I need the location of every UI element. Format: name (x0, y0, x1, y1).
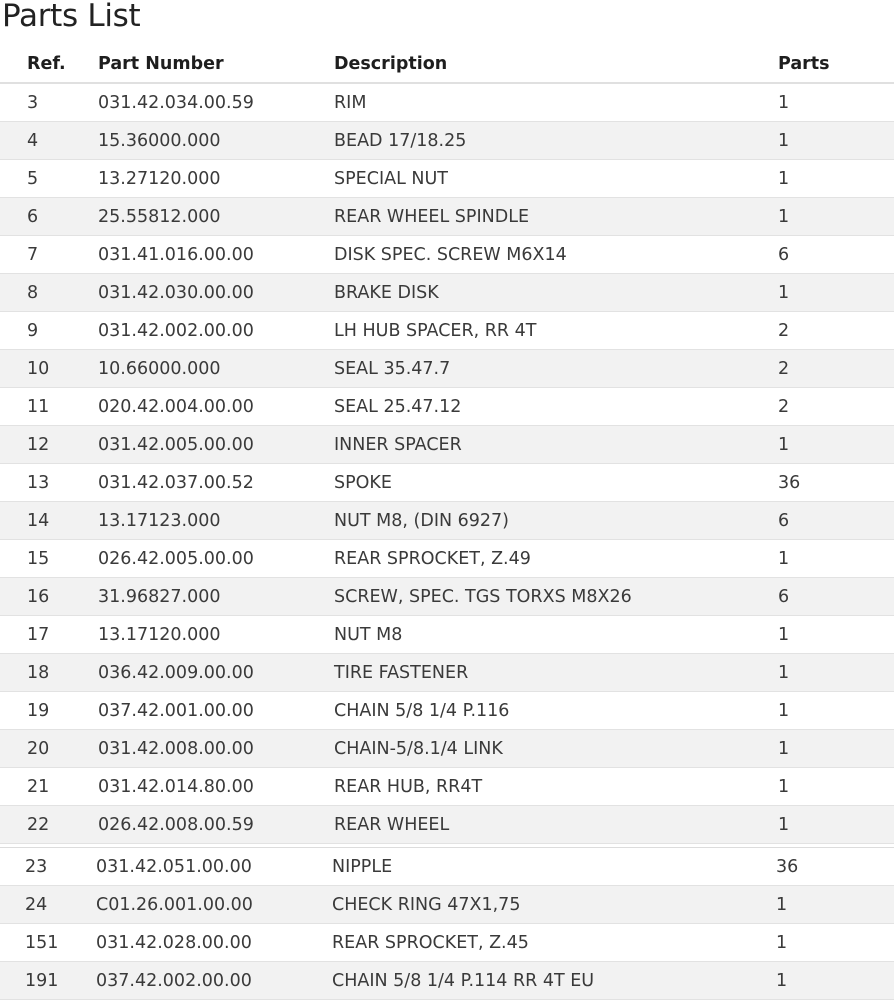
ref-cell: 14 (27, 510, 50, 531)
part-number-cell: 10.66000.000 (98, 358, 221, 379)
ref-cell: 23 (25, 856, 48, 877)
table-row (0, 848, 894, 886)
table-row (0, 236, 894, 274)
parts-cell: 1 (776, 932, 788, 953)
description-cell: DISK SPEC. SCREW M6X14 (334, 244, 567, 265)
ref-cell: 24 (25, 894, 48, 915)
table-header (0, 45, 894, 84)
parts-cell: 1 (778, 434, 790, 455)
part-number-cell: 031.42.037.00.52 (98, 472, 254, 493)
parts-cell: 1 (776, 894, 788, 915)
ref-cell: 4 (27, 130, 39, 151)
part-number-cell: 031.42.028.00.00 (96, 932, 252, 953)
parts-cell: 1 (778, 624, 790, 645)
table-row (0, 122, 894, 160)
part-number-cell: 036.42.009.00.00 (98, 662, 254, 683)
table-row (0, 312, 894, 350)
part-number-cell: 037.42.002.00.00 (96, 970, 252, 991)
description-cell: BEAD 17/18.25 (334, 130, 467, 151)
ref-cell: 19 (27, 700, 50, 721)
description-cell: NUT M8 (334, 624, 403, 645)
table-row (0, 616, 894, 654)
parts-cell: 1 (778, 776, 790, 797)
description-cell: CHECK RING 47X1,75 (332, 894, 521, 915)
parts-cell: 1 (778, 92, 790, 113)
table-row (0, 426, 894, 464)
description-cell: REAR SPROCKET, Z.49 (334, 548, 531, 569)
description-cell: NIPPLE (332, 856, 393, 877)
ref-cell: 21 (27, 776, 50, 797)
ref-cell: 7 (27, 244, 39, 265)
parts-cell: 2 (778, 358, 790, 379)
part-number-cell: C01.26.001.00.00 (96, 894, 253, 915)
parts-cell: 1 (778, 548, 790, 569)
parts-cell: 36 (776, 856, 799, 877)
table-row (0, 924, 894, 962)
table-row (0, 578, 894, 616)
parts-cell: 36 (778, 472, 801, 493)
part-number-cell: 031.42.014.80.00 (98, 776, 254, 797)
parts-cell: 1 (778, 168, 790, 189)
description-cell: SPECIAL NUT (334, 168, 448, 189)
description-cell: CHAIN 5/8 1/4 P.116 (334, 700, 510, 721)
part-number-cell: 026.42.008.00.59 (98, 814, 254, 835)
description-cell: REAR HUB, RR4T (334, 776, 483, 797)
description-cell: SPOKE (334, 472, 392, 493)
table-row (0, 160, 894, 198)
description-cell: CHAIN-5/8.1/4 LINK (334, 738, 503, 759)
column-header-parts: Parts (778, 53, 830, 74)
column-header-ref: Ref. (27, 53, 66, 74)
ref-cell: 3 (27, 92, 39, 113)
description-cell: LH HUB SPACER, RR 4T (334, 320, 537, 341)
parts-cell: 1 (778, 130, 790, 151)
table-row (0, 806, 894, 844)
ref-cell: 16 (27, 586, 50, 607)
ref-cell: 17 (27, 624, 50, 645)
table-row (0, 350, 894, 388)
parts-cell: 2 (778, 320, 790, 341)
parts-cell: 6 (778, 586, 790, 607)
column-header-part-number: Part Number (98, 53, 224, 74)
part-number-cell: 031.42.008.00.00 (98, 738, 254, 759)
description-cell: CHAIN 5/8 1/4 P.114 RR 4T EU (332, 970, 595, 991)
description-cell: BRAKE DISK (334, 282, 439, 303)
part-number-cell: 037.42.001.00.00 (98, 700, 254, 721)
description-cell: NUT M8, (DIN 6927) (334, 510, 509, 531)
table-row (0, 962, 894, 1000)
description-cell: RIM (334, 92, 367, 113)
table-row (0, 540, 894, 578)
part-number-cell: 026.42.005.00.00 (98, 548, 254, 569)
parts-cell: 1 (778, 206, 790, 227)
ref-cell: 18 (27, 662, 50, 683)
description-cell: SEAL 25.47.12 (334, 396, 462, 417)
ref-cell: 15 (27, 548, 50, 569)
ref-cell: 13 (27, 472, 50, 493)
parts-cell: 6 (778, 244, 790, 265)
ref-cell: 10 (27, 358, 50, 379)
ref-cell: 191 (25, 970, 59, 991)
table-row (0, 730, 894, 768)
table-row (0, 464, 894, 502)
table-body (0, 84, 894, 844)
page-title: Parts List (2, 0, 141, 34)
description-cell: REAR WHEEL SPINDLE (334, 206, 529, 227)
description-cell: TIRE FASTENER (334, 662, 469, 683)
part-number-cell: 13.27120.000 (98, 168, 221, 189)
description-cell: INNER SPACER (334, 434, 462, 455)
part-number-cell: 31.96827.000 (98, 586, 221, 607)
part-number-cell: 15.36000.000 (98, 130, 221, 151)
table-row (0, 692, 894, 730)
table-row (0, 198, 894, 236)
table-row (0, 84, 894, 122)
part-number-cell: 031.42.051.00.00 (96, 856, 252, 877)
parts-cell: 1 (778, 662, 790, 683)
ref-cell: 5 (27, 168, 39, 189)
ref-cell: 6 (27, 206, 39, 227)
parts-cell: 2 (778, 396, 790, 417)
table-row (0, 768, 894, 806)
description-cell: REAR SPROCKET, Z.45 (332, 932, 529, 953)
parts-cell: 1 (778, 282, 790, 303)
parts-cell: 1 (778, 700, 790, 721)
column-header-description: Description (334, 53, 448, 74)
parts-table (0, 45, 894, 1000)
part-number-cell: 13.17120.000 (98, 624, 221, 645)
description-cell: SCREW, SPEC. TGS TORXS M8X26 (334, 586, 632, 607)
part-number-cell: 031.42.002.00.00 (98, 320, 254, 341)
parts-cell: 6 (778, 510, 790, 531)
table-row (0, 886, 894, 924)
table-row (0, 388, 894, 426)
parts-cell: 1 (778, 738, 790, 759)
parts-cell: 1 (778, 814, 790, 835)
part-number-cell: 25.55812.000 (98, 206, 221, 227)
part-number-cell: 13.17123.000 (98, 510, 221, 531)
table-row (0, 502, 894, 540)
part-number-cell: 020.42.004.00.00 (98, 396, 254, 417)
ref-cell: 11 (27, 396, 50, 417)
parts-cell: 1 (776, 970, 788, 991)
ref-cell: 12 (27, 434, 50, 455)
description-cell: SEAL 35.47.7 (334, 358, 451, 379)
ref-cell: 9 (27, 320, 39, 341)
part-number-cell: 031.42.034.00.59 (98, 92, 254, 113)
ref-cell: 22 (27, 814, 50, 835)
ref-cell: 8 (27, 282, 39, 303)
part-number-cell: 031.41.016.00.00 (98, 244, 254, 265)
description-cell: REAR WHEEL (334, 814, 450, 835)
ref-cell: 151 (25, 932, 59, 953)
table-row (0, 274, 894, 312)
part-number-cell: 031.42.030.00.00 (98, 282, 254, 303)
ref-cell: 20 (27, 738, 50, 759)
part-number-cell: 031.42.005.00.00 (98, 434, 254, 455)
table-row (0, 654, 894, 692)
table-body-continued (0, 848, 894, 1000)
